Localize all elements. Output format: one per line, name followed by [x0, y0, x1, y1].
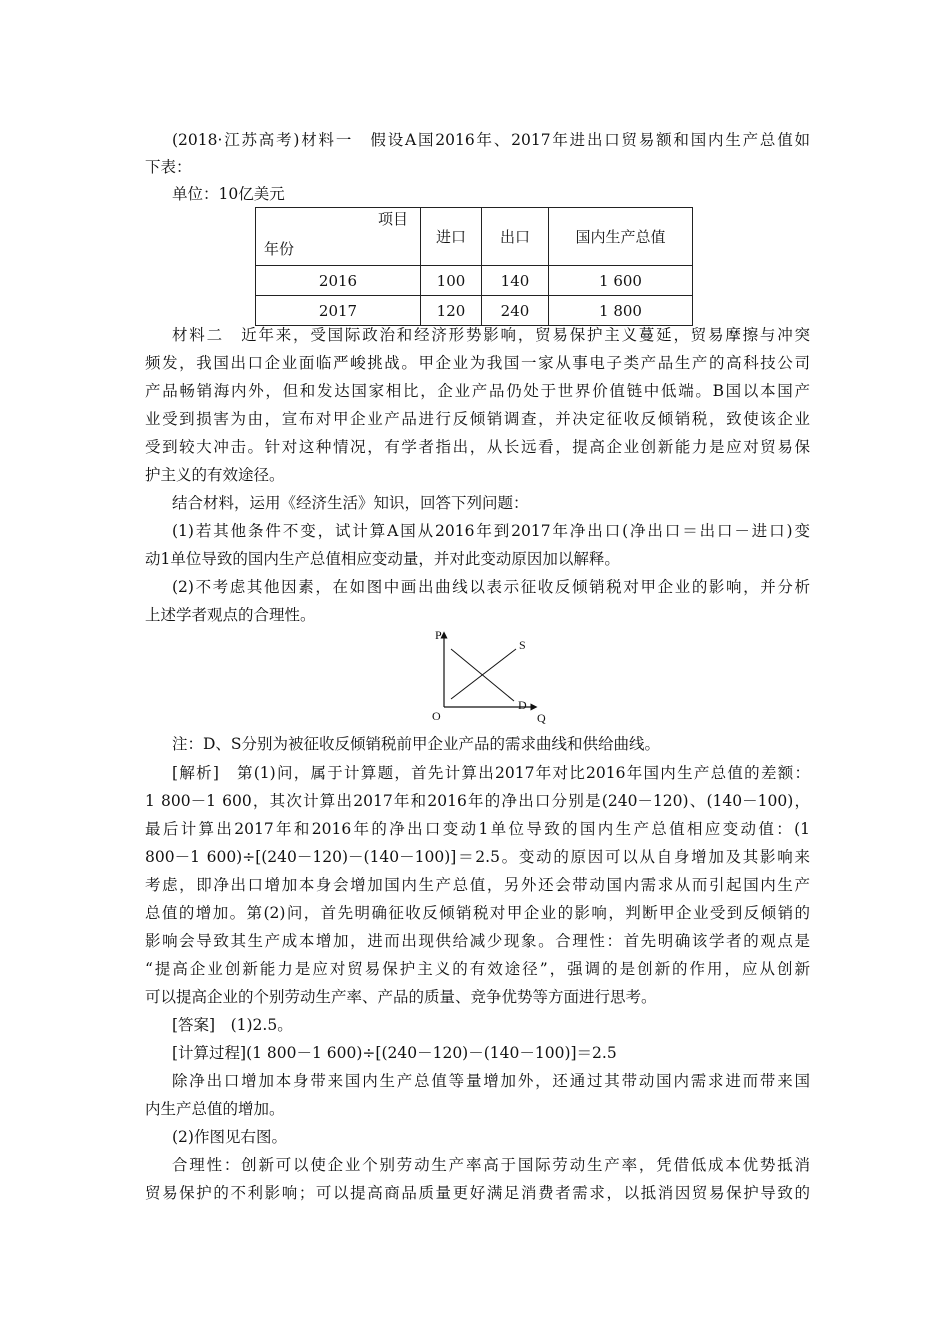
answer-rationale-line: 贸易保护的不利影响；可以提高商品质量更好满足消费者需求，以抵消因贸易保护导致的 — [145, 1184, 810, 1202]
answer-rationale-line: 合理性：创新可以使企业个别劳动生产率高于国际劳动生产率，凭借低成本优势抵消 — [172, 1156, 810, 1174]
table-cell-export: 240 — [482, 296, 549, 326]
material2-line: 材料二 近年来，受国际政治和经济形势影响，贸易保护主义蔓延，贸易摩擦与冲突 — [172, 326, 810, 344]
diagonal-header-cell — [256, 208, 421, 266]
column-header: 国内生产总值 — [549, 208, 693, 266]
table-cell-export: 140 — [482, 266, 549, 296]
supply-demand-figure — [428, 625, 558, 727]
analysis-line: 1 800－1 600，其次计算出2017年和2016年的净出口分别是(240－120)、(140－100)， — [145, 792, 810, 810]
answer-reason-line: 除净出口增加本身带来国内生产总值等量增加外，还通过其带动国内需求进而带来国 — [172, 1072, 810, 1090]
supply-label: S — [519, 638, 526, 652]
material2-line: 受到较大冲击。针对这种情况，有学者指出，从长远看，提高企业创新能力是应对贸易保 — [145, 438, 810, 456]
answer-reason-line: 内生产总值的增加。 — [145, 1100, 285, 1118]
figure-note: 注：D、S分别为被征收反倾销税前甲企业产品的需求曲线和供给曲线。 — [172, 735, 661, 753]
question1-line: 动1单位导致的国内生产总值相应变动量，并对此变动原因加以解释。 — [145, 550, 620, 568]
analysis-line: 最后计算出2017年和2016年的净出口变动1单位导致的国内生产总值相应变动值：(1 — [145, 820, 810, 838]
table-cell-year: 2017 — [256, 296, 421, 326]
answer-1: [答案] (1)2.5。 — [172, 1016, 293, 1034]
table-cell-import: 100 — [421, 266, 482, 296]
material1-line1: (2018·江苏高考)材料一 假设A国2016年、2017年进出口贸易额和国内生产总值如 — [172, 131, 810, 149]
header-year-label: 年份 — [264, 240, 295, 258]
table-cell-gdp: 1 800 — [549, 296, 693, 326]
column-header: 出口 — [482, 208, 549, 266]
analysis-line: 考虑，即净出口增加本身会增加国内生产总值，另外还会带动国内需求从而引起国内生产 — [145, 876, 810, 894]
header-item-label: 项目 — [377, 210, 408, 228]
column-header: 进口 — [421, 208, 482, 266]
analysis-line: 可以提高企业的个别劳动生产率、产品的质量、竞争优势等方面进行思考。 — [145, 988, 657, 1006]
table-row — [256, 266, 693, 296]
trade-data-table — [255, 207, 693, 326]
material2-line: 产品畅销海内外，但和发达国家相比，企业产品仍处于世界价值链中低端。B国以本国产 — [145, 382, 810, 400]
answer-2: (2)作图见右图。 — [172, 1128, 287, 1146]
table-cell-gdp: 1 600 — [549, 266, 693, 296]
table-header-row — [256, 208, 693, 266]
analysis-line: “提高企业创新能力是应对贸易保护主义的有效途径”，强调的是创新的作用，应从创新 — [145, 960, 810, 978]
unit-label: 单位：10亿美元 — [172, 185, 285, 203]
question2-line: 上述学者观点的合理性。 — [145, 606, 316, 624]
material2-line: 频发，我国出口企业面临严峻挑战。甲企业为我国一家从事电子类产品生产的高科技公司 — [145, 354, 810, 372]
analysis-line: [解析] 第(1)问，属于计算题，首先计算出2017年对比2016年国内生产总值的差额： — [172, 764, 810, 782]
question1-line: (1)若其他条件不变，试计算A国从2016年到2017年净出口(净出口＝出口－进口)变 — [172, 522, 810, 540]
analysis-line: 影响会导致其生产成本增加，进而出现供给减少现象。合理性：首先明确该学者的观点是 — [145, 932, 810, 950]
table-cell-import: 120 — [421, 296, 482, 326]
question-prompt: 结合材料，运用《经济生活》知识，回答下列问题： — [172, 494, 529, 512]
axis-label-p: P — [435, 628, 442, 642]
demand-curve — [451, 649, 514, 701]
table-row — [256, 296, 693, 326]
material1-line2: 下表： — [145, 158, 192, 176]
analysis-line: 总值的增加。第(2)问，首先明确征收反倾销税对甲企业的影响，判断甲企业受到反倾销的 — [145, 904, 810, 922]
answer-calculation: [计算过程](1 800－1 600)÷[(240－120)－(140－100)]＝2.5 — [172, 1044, 617, 1062]
material2-line: 护主义的有效途径。 — [145, 466, 285, 484]
analysis-line: 800－1 600)÷[(240－120)－(140－100)]＝2.5。变动的原因可以从自身增加及其影响来 — [145, 848, 810, 866]
question2-line: (2)不考虑其他因素，在如图中画出曲线以表示征收反倾销税对甲企业的影响，并分析 — [172, 578, 810, 596]
table-cell-year: 2016 — [256, 266, 421, 296]
material2-line: 业受到损害为由，宣布对甲企业产品进行反倾销调查，并决定征收反倾销税，致使该企业 — [145, 410, 810, 428]
demand-label: D — [518, 698, 527, 712]
origin-label: O — [432, 709, 441, 723]
axis-label-q: Q — [537, 711, 546, 725]
